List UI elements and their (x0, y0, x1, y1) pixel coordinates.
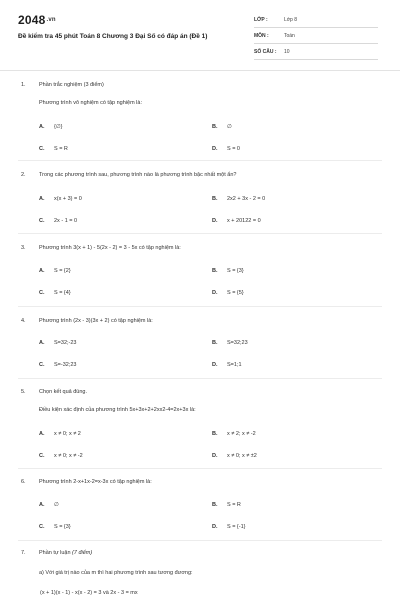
option-text: S = 0 (227, 146, 240, 152)
option-c[interactable] (39, 362, 76, 368)
option-a[interactable] (39, 268, 71, 274)
divider (18, 468, 382, 469)
question-text: Chọn kết quả đúng. (39, 389, 88, 395)
option-text: S = {-1} (227, 524, 246, 530)
question-text: Phương trình 3(x + 1) - 5(2x - 2) = 3 - 5x có tập nghiệm là: (39, 245, 181, 251)
option-letter: C. (39, 362, 45, 368)
option-letter: C. (39, 453, 45, 459)
option-text: x ≠ 0; x ≠ 2 (54, 431, 81, 437)
option-a[interactable] (39, 340, 76, 346)
option-letter: B. (212, 431, 218, 437)
option-b[interactable] (212, 502, 241, 508)
option-c[interactable] (39, 524, 71, 530)
option-d[interactable] (212, 290, 244, 296)
option-text: ∅ (227, 124, 232, 130)
option-d[interactable] (212, 524, 246, 530)
divider (18, 233, 382, 234)
option-letter: A. (39, 124, 45, 130)
question-subtext: Điều kiện xác định của phương trình 5x+3x+2+2xx2-4=2x+3x là: (39, 407, 196, 413)
question-text: Phương trình vô nghiệm có tập nghiệm là: (39, 100, 142, 106)
option-b[interactable] (212, 268, 244, 274)
page-title: Đề kiểm tra 45 phút Toán 8 Chương 3 Đại Số có đáp án (Đề 1) (18, 33, 208, 40)
option-letter: A. (39, 268, 45, 274)
option-d[interactable] (212, 218, 261, 224)
option-c[interactable] (39, 290, 71, 296)
option-c[interactable] (39, 218, 77, 224)
option-a[interactable] (39, 124, 62, 130)
option-text: S = R (54, 146, 68, 152)
section-heading (39, 550, 379, 556)
option-letter: D. (212, 453, 218, 459)
option-letter: A. (39, 431, 45, 437)
equation: (x + 1)(x - 1) - x(x - 2) = 3 và 2x - 3 = mx (40, 590, 138, 596)
option-text: S=1;1 (227, 362, 242, 368)
option-letter: D. (212, 146, 218, 152)
option-letter: C. (39, 524, 45, 530)
option-a[interactable] (39, 196, 82, 202)
option-letter: D. (212, 218, 218, 224)
option-letter: A. (39, 502, 45, 508)
question-text: Phương trình 2-x+1x-2=x-3x có tập nghiệm là: (39, 479, 152, 485)
option-text: x + 20122 = 0 (227, 218, 261, 224)
option-b[interactable] (212, 124, 232, 130)
option-letter: B. (212, 340, 218, 346)
option-letter: B. (212, 268, 218, 274)
option-b[interactable] (212, 196, 265, 202)
option-letter: C. (39, 146, 45, 152)
divider (18, 540, 382, 541)
divider (18, 160, 382, 161)
option-a[interactable] (39, 431, 81, 437)
meta-key: SỐ CÂU : (254, 49, 277, 55)
option-text: S=32;23 (227, 340, 248, 346)
option-text: S = {2} (54, 268, 71, 274)
option-letter: B. (212, 502, 218, 508)
question-number: 3. (21, 245, 26, 251)
meta-class (254, 13, 378, 28)
question-number: 5. (21, 389, 26, 395)
meta-question-count (254, 45, 378, 60)
question-number: 7. (21, 550, 26, 556)
option-b[interactable] (212, 340, 248, 346)
option-letter: D. (212, 524, 218, 530)
logo-suffix: .vn (46, 17, 56, 23)
option-c[interactable] (39, 453, 83, 459)
logo-main: 2048 (18, 13, 46, 27)
question-number: 4. (21, 318, 26, 324)
header (0, 0, 400, 70)
option-letter: A. (39, 340, 45, 346)
option-text: x(x + 3) = 0 (54, 196, 82, 202)
option-text: 2x2 + 3x - 2 = 0 (227, 196, 266, 202)
option-text: S = {5} (227, 290, 244, 296)
heading-points: (7 điểm) (72, 550, 93, 556)
question-text: Trong các phương trình sau, phương trình nào là phương trình bậc nhất một ẩn? (39, 172, 237, 178)
option-text: S = {3} (227, 268, 244, 274)
option-letter: B. (212, 124, 218, 130)
option-text: {∅} (54, 124, 63, 130)
question-number: 2. (21, 172, 26, 178)
option-letter: D. (212, 362, 218, 368)
option-text: ∅ (54, 502, 59, 508)
option-text: S = {3} (54, 524, 71, 530)
site-logo[interactable] (18, 13, 56, 27)
option-b[interactable] (212, 431, 256, 437)
meta-key: LỚP : (254, 17, 268, 23)
question-number: 1. (21, 82, 26, 88)
option-letter: C. (39, 218, 45, 224)
header-divider (0, 70, 400, 71)
option-text: x ≠ 0; x ≠ ±2 (227, 453, 257, 459)
question-text: Phương trình (2x - 3)(3x + 2) có tập nghiệm là: (39, 318, 153, 324)
option-text: S=-32;23 (54, 362, 77, 368)
question-number: 6. (21, 479, 26, 485)
option-d[interactable] (212, 362, 242, 368)
heading-main: Phần tự luận (39, 550, 71, 556)
divider (18, 378, 382, 379)
option-text: S=32;-23 (54, 340, 77, 346)
option-a[interactable] (39, 502, 59, 508)
question-subtext: a) Với giá trị nào của m thì hai phương trình sau tương đương: (39, 570, 193, 576)
section-heading: Phần trắc nghiệm (3 điểm) (39, 82, 104, 88)
option-letter: C. (39, 290, 45, 296)
option-d[interactable] (212, 146, 240, 152)
option-text: x ≠ 0; x ≠ -2 (54, 453, 83, 459)
option-letter: D. (212, 290, 218, 296)
option-letter: B. (212, 196, 218, 202)
meta-value: 10 (284, 49, 290, 55)
option-text: S = {4} (54, 290, 71, 296)
meta-key: MÔN : (254, 33, 269, 39)
option-text: S = R (227, 502, 241, 508)
divider (18, 306, 382, 307)
meta-value: Lớp 8 (284, 17, 298, 23)
meta-subject (254, 29, 378, 44)
meta-value: Toán (284, 33, 295, 39)
option-letter: A. (39, 196, 45, 202)
option-d[interactable] (212, 453, 257, 459)
option-text: x ≠ 2; x ≠ -2 (227, 431, 256, 437)
option-c[interactable] (39, 146, 68, 152)
option-text: 2x - 1 = 0 (54, 218, 78, 224)
